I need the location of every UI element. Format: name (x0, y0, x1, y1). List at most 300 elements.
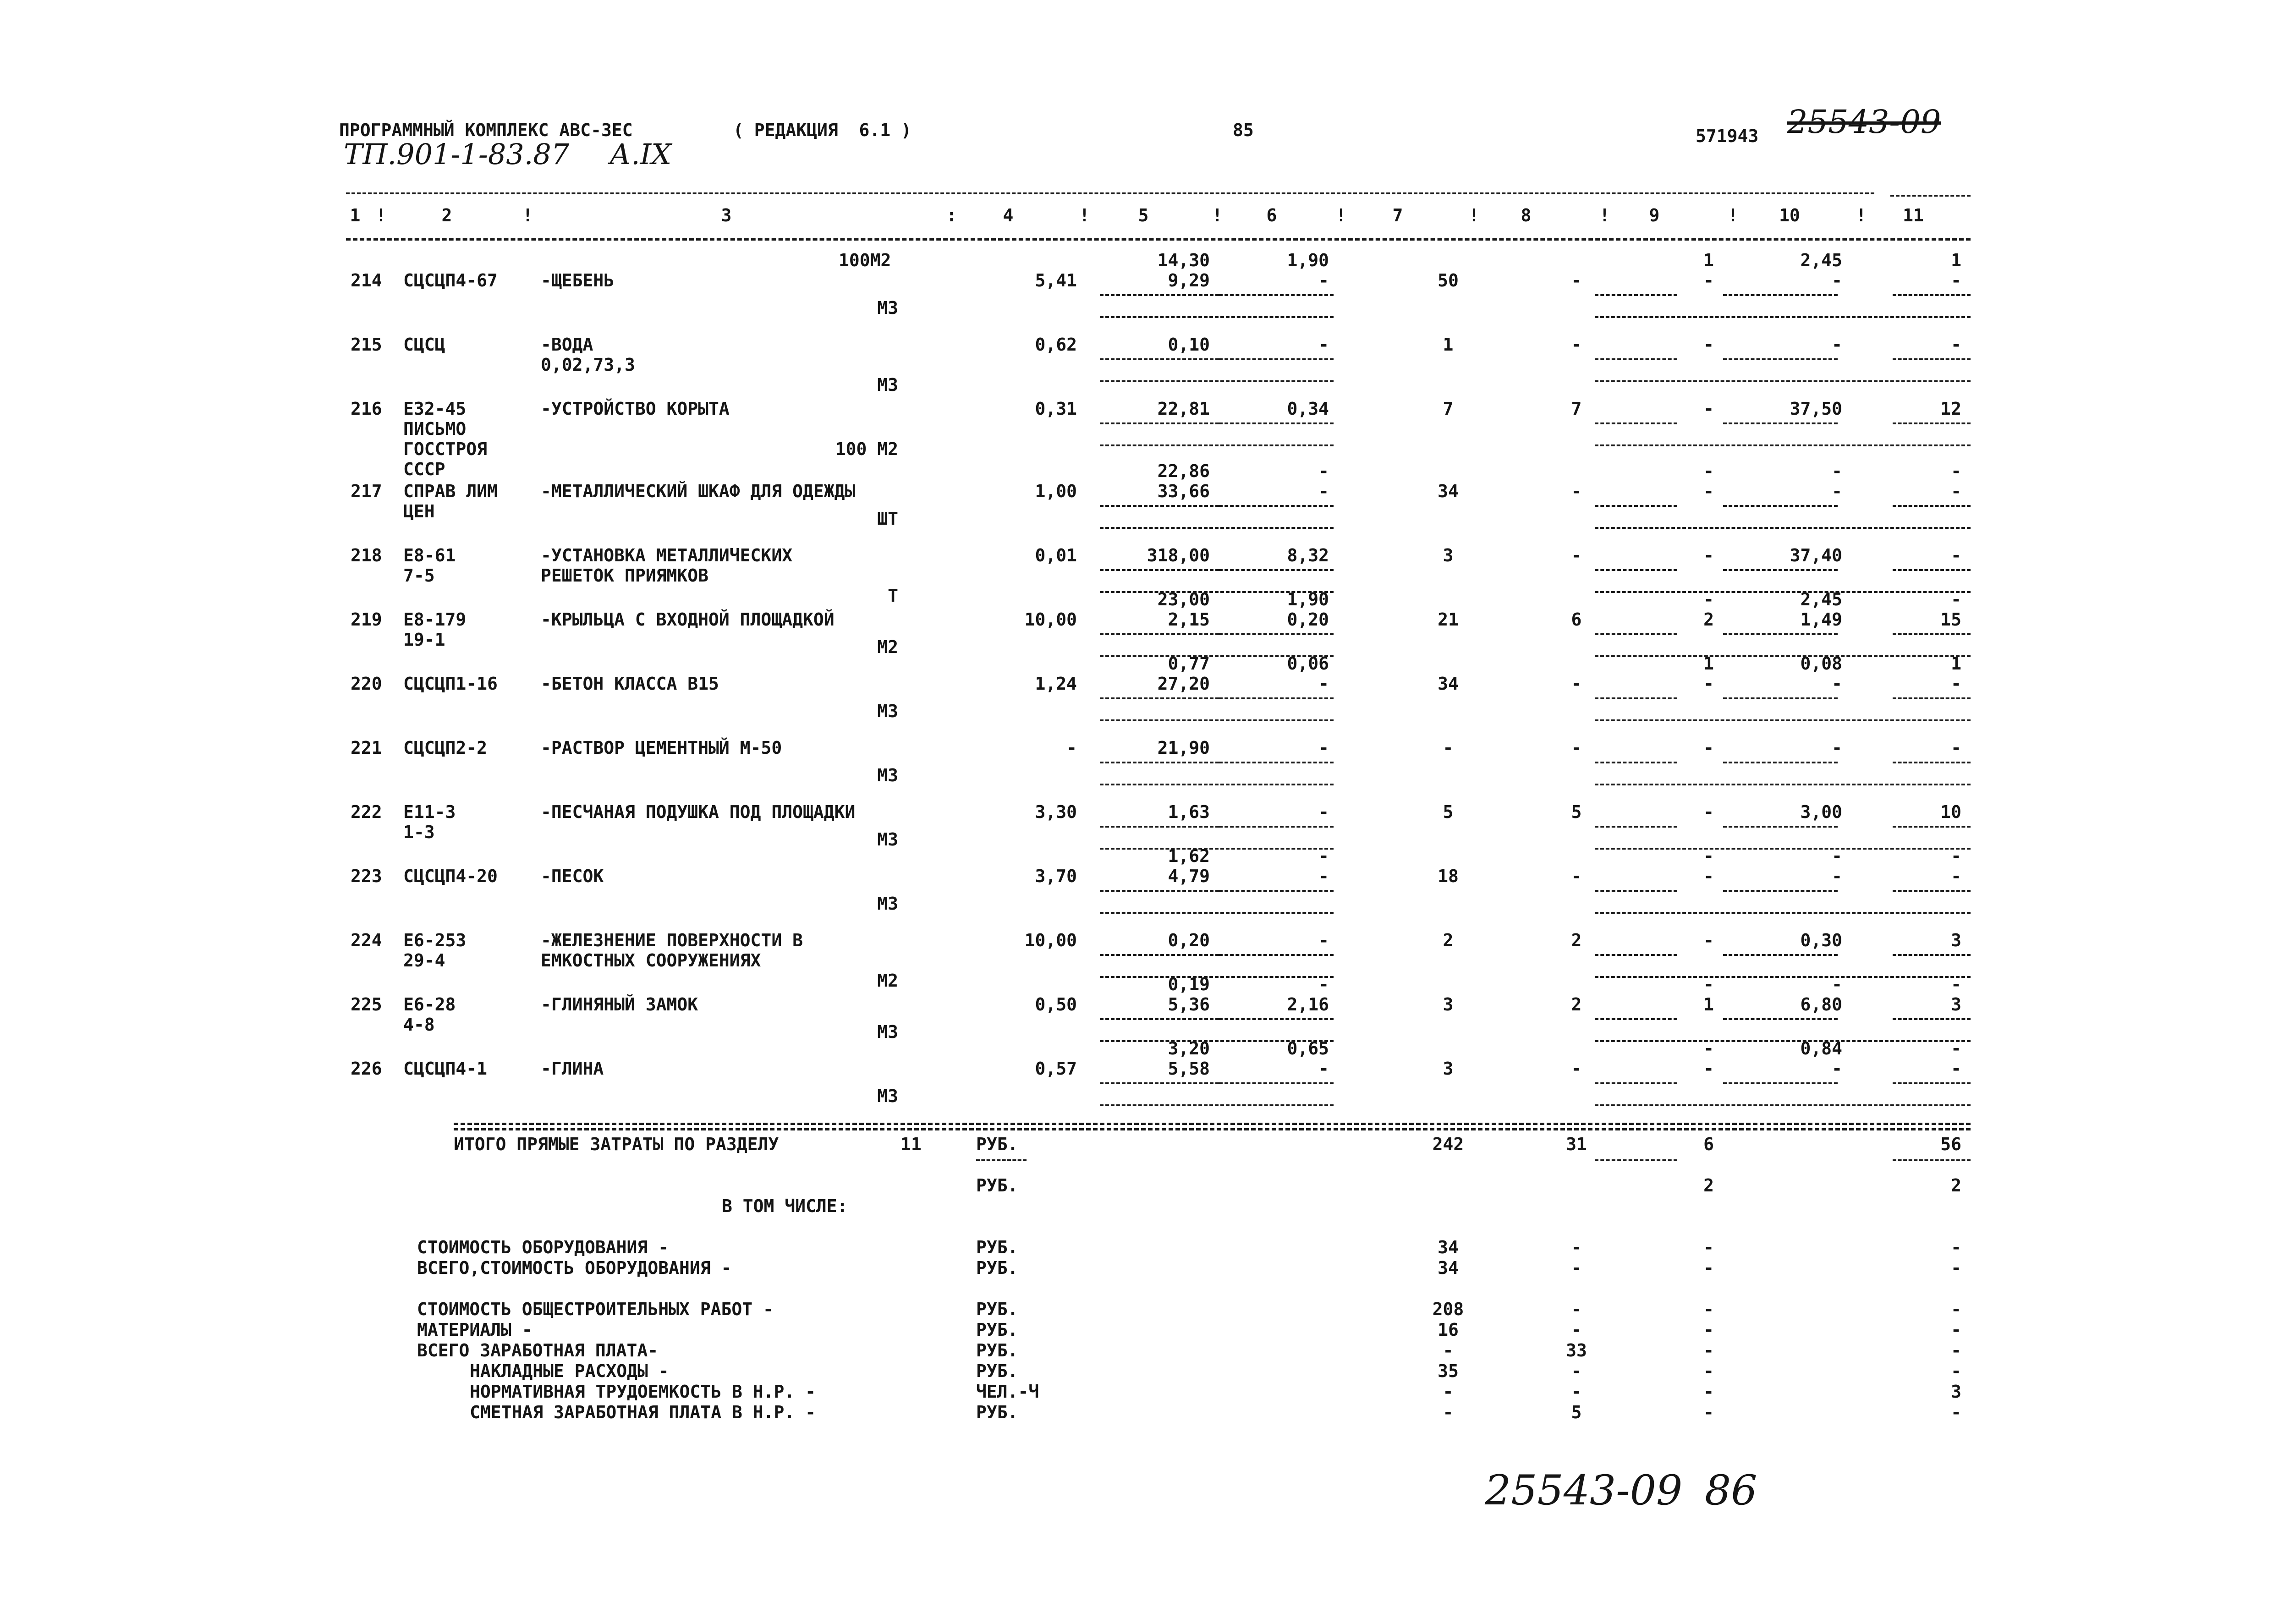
cost-11: - (1951, 270, 1961, 291)
resource-code: ПИСЬМО (403, 419, 467, 439)
cost-5-pre: 1,62 (1168, 846, 1210, 866)
unit: Т (888, 586, 898, 606)
summary-7: - (1443, 1402, 1454, 1422)
column-header-11: 11 (1903, 205, 1924, 225)
cost-6: - (1318, 1059, 1329, 1079)
cost-7: 34 (1438, 481, 1459, 501)
cost-9-pre: 1 (1703, 250, 1714, 270)
row-number: 222 (351, 802, 382, 822)
quantity: 3,30 (1035, 802, 1077, 822)
cost-6-pre: 1,90 (1287, 589, 1329, 609)
summary-9: - (1703, 1299, 1714, 1319)
cost-10: - (1832, 270, 1842, 291)
cost-6: 0,20 (1287, 609, 1329, 630)
value-rule (1100, 633, 1219, 635)
cost-8: - (1571, 481, 1582, 501)
cost-11: 10 (1940, 802, 1961, 822)
summary-9: - (1703, 1258, 1714, 1278)
cost-9: - (1703, 738, 1714, 758)
unit: М3 (877, 375, 898, 395)
row-rule (1100, 912, 1334, 914)
cost-9: - (1703, 335, 1714, 355)
value-rule (1723, 954, 1838, 956)
cost-11: - (1951, 674, 1961, 694)
cost-8: - (1571, 866, 1582, 886)
cost-9: - (1703, 270, 1714, 291)
value-rule (1219, 422, 1334, 424)
row-rule (1100, 784, 1334, 785)
value-rule (1723, 697, 1838, 699)
cost-7: 7 (1443, 399, 1454, 419)
summary-8: 5 (1571, 1402, 1582, 1422)
cost-8: 5 (1571, 802, 1582, 822)
cost-9-pre: - (1703, 1038, 1714, 1059)
total-9-b: 2 (1703, 1175, 1714, 1196)
cost-10-pre: - (1832, 974, 1842, 994)
cost-9-pre: - (1703, 589, 1714, 609)
unit-top: 100М2 (839, 250, 891, 270)
handwritten-footer-code: 25543-09 (1485, 1466, 1683, 1514)
summary-label: НАКЛАДНЫЕ РАСХОДЫ - (470, 1361, 669, 1381)
cost-8: - (1571, 270, 1582, 291)
cost-5: 21,90 (1157, 738, 1210, 758)
cost-11-pre: - (1951, 461, 1961, 481)
summary-7: 16 (1438, 1320, 1459, 1340)
cost-10: 0,30 (1800, 930, 1842, 950)
summary-8: - (1571, 1382, 1582, 1402)
value-rule (1893, 294, 1971, 296)
value-rule (1893, 1082, 1971, 1084)
summary-unit: РУБ. (976, 1402, 1018, 1422)
value-rule (1723, 358, 1838, 360)
resource-code: СЦСЦП2-2 (403, 738, 488, 758)
cost-10: - (1832, 481, 1842, 501)
cost-11-pre: - (1951, 974, 1961, 994)
resource-name: -УСТАНОВКА МЕТАЛЛИЧЕСКИХ (541, 545, 793, 565)
value-rule (1595, 697, 1677, 699)
value-rule (1893, 954, 1971, 956)
value-rule (1723, 422, 1838, 424)
row-number: 221 (351, 738, 382, 758)
row-rule (1100, 719, 1334, 721)
row-number: 218 (351, 545, 382, 565)
cost-6-pre: - (1318, 461, 1329, 481)
row-number: 225 (351, 994, 382, 1015)
column-separator: ! (376, 205, 386, 225)
total-8: 31 (1566, 1134, 1587, 1154)
document-code: 571943 (1696, 126, 1759, 146)
cost-7: 21 (1438, 609, 1459, 630)
row-rule (1100, 527, 1334, 529)
cost-5: 33,66 (1157, 481, 1210, 501)
cost-7: 34 (1438, 674, 1459, 694)
cost-5: 22,81 (1157, 399, 1210, 419)
value-rule (1595, 890, 1677, 892)
summary-9: - (1703, 1237, 1714, 1257)
column-separator: ! (1599, 205, 1610, 225)
column-header-4: 4 (1003, 205, 1014, 225)
cost-7: 18 (1438, 866, 1459, 886)
resource-name: -ПЕСЧАНАЯ ПОДУШКА ПОД ПЛОЩАДКИ (541, 802, 856, 822)
summary-7: 208 (1432, 1299, 1464, 1319)
summary-7: - (1443, 1382, 1454, 1402)
column-header-9: 9 (1649, 205, 1660, 225)
cost-10: - (1832, 866, 1842, 886)
total-label: ИТОГО ПРЯМЫЕ ЗАТРАТЫ ПО РАЗДЕЛУ (454, 1134, 779, 1154)
row-number: 214 (351, 270, 382, 291)
cost-5-pre: 0,19 (1168, 974, 1210, 994)
column-separator: ! (1336, 205, 1346, 225)
in-that-label: В ТОМ ЧИСЛЕ: (722, 1196, 848, 1216)
value-rule (1723, 569, 1838, 571)
summary-8: - (1571, 1299, 1582, 1319)
cost-11: - (1951, 738, 1961, 758)
row-number: 217 (351, 481, 382, 501)
summary-unit: РУБ. (976, 1320, 1018, 1340)
cost-11: 12 (1940, 399, 1961, 419)
value-rule (1100, 294, 1219, 296)
column-header-7: 7 (1392, 205, 1403, 225)
cost-9-pre: - (1703, 461, 1714, 481)
header-rule-top-11 (1890, 195, 1971, 197)
cost-6: - (1318, 335, 1329, 355)
value-rule (1100, 826, 1219, 828)
value-rule (1893, 505, 1971, 507)
value-rule (1595, 1018, 1677, 1020)
value-rule (1723, 826, 1838, 828)
row-number: 223 (351, 866, 382, 886)
cost-10: - (1832, 738, 1842, 758)
resource-name: РЕШЕТОК ПРИЯМКОВ (541, 565, 709, 586)
cost-6: 2,16 (1287, 994, 1329, 1015)
summary-unit: РУБ. (976, 1299, 1018, 1319)
value-rule (1723, 294, 1838, 296)
resource-code: СЦСЦП1-16 (403, 674, 498, 694)
total-11-b: 2 (1951, 1175, 1961, 1196)
summary-8: - (1571, 1361, 1582, 1381)
resource-code: 4-8 (403, 1015, 435, 1035)
cost-10-pre: 0,08 (1800, 653, 1842, 674)
value-rule (1595, 358, 1677, 360)
cost-11-pre: - (1951, 846, 1961, 866)
cost-11: - (1951, 545, 1961, 565)
quantity: 1,24 (1035, 674, 1077, 694)
resource-name: -КРЫЛЬЦА С ВХОДНОЙ ПЛОЩАДКОЙ (541, 609, 835, 630)
cost-10: - (1832, 1059, 1842, 1079)
cost-9-pre: 1 (1703, 653, 1714, 674)
cost-7: - (1443, 738, 1454, 758)
row-number: 219 (351, 609, 382, 630)
unit: М3 (877, 1086, 898, 1106)
summary-8: - (1571, 1320, 1582, 1340)
resource-name: -ЩЕБЕНЬ (541, 270, 615, 291)
cost-11: - (1951, 1059, 1961, 1079)
cost-9: - (1703, 1059, 1714, 1079)
value-rule (1595, 826, 1677, 828)
cost-6-pre: 0,65 (1287, 1038, 1329, 1059)
cost-10-pre: 2,45 (1800, 250, 1842, 270)
cost-11: - (1951, 866, 1961, 886)
value-rule (1219, 762, 1334, 763)
quantity: 0,57 (1035, 1059, 1077, 1079)
summary-11: - (1951, 1402, 1961, 1422)
resource-name: ЕМКОСТНЫХ СООРУЖЕНИЯХ (541, 950, 761, 971)
value-rule (1723, 633, 1838, 635)
value-rule (1219, 358, 1334, 360)
cost-10-pre: - (1832, 846, 1842, 866)
cost-5: 5,36 (1168, 994, 1210, 1015)
total-unit: РУБ. (976, 1134, 1018, 1154)
row-rule (1100, 380, 1334, 382)
handwritten-album: А.IX (609, 137, 672, 171)
cost-6: - (1318, 674, 1329, 694)
cost-10-pre: - (1832, 461, 1842, 481)
row-number: 216 (351, 399, 382, 419)
row-number: 220 (351, 674, 382, 694)
summary-11: - (1951, 1320, 1961, 1340)
header-rule-top (346, 192, 1874, 194)
summary-unit: РУБ. (976, 1361, 1018, 1381)
summary-9: - (1703, 1382, 1714, 1402)
summary-11: - (1951, 1361, 1961, 1381)
value-rule (1723, 762, 1838, 763)
value-rule (1100, 505, 1219, 507)
resource-code: 29-4 (403, 950, 445, 971)
cost-7: 3 (1443, 994, 1454, 1015)
cost-5: 4,79 (1168, 866, 1210, 886)
summary-label: ВСЕГО,СТОИМОСТЬ ОБОРУДОВАНИЯ - (417, 1258, 732, 1278)
total-unit-2: РУБ. (976, 1175, 1018, 1196)
cost-8: 2 (1571, 930, 1582, 950)
value-rule (1595, 954, 1677, 956)
resource-code: Е6-28 (403, 994, 456, 1015)
cost-8: - (1571, 335, 1582, 355)
quantity: 0,01 (1035, 545, 1077, 565)
quantity: 3,70 (1035, 866, 1077, 886)
cost-7: 50 (1438, 270, 1459, 291)
value-rule (1893, 762, 1971, 763)
value-rule (1723, 1018, 1838, 1020)
value-rule (1893, 358, 1971, 360)
quantity: 0,50 (1035, 994, 1077, 1015)
cost-11-pre: 1 (1951, 250, 1961, 270)
total-section: 11 (900, 1134, 922, 1154)
cost-9: - (1703, 930, 1714, 950)
resource-code: Е32-45 (403, 399, 467, 419)
column-separator: ! (1469, 205, 1479, 225)
cost-5: 27,20 (1157, 674, 1210, 694)
quantity: 0,31 (1035, 399, 1077, 419)
resource-code: СПРАВ ЛИМ (403, 481, 498, 501)
summary-label: СТОИМОСТЬ ОБОРУДОВАНИЯ - (417, 1237, 669, 1257)
resource-code: Е6-253 (403, 930, 467, 950)
resource-name: -ВОДА (541, 335, 593, 355)
handwritten-doc-number: ТП.901-1-83.87 (344, 137, 570, 171)
cost-7: 3 (1443, 1059, 1454, 1079)
summary-11: - (1951, 1237, 1961, 1257)
cost-6: - (1318, 802, 1329, 822)
cost-8: 2 (1571, 994, 1582, 1015)
column-header-3: 3 (721, 205, 732, 225)
value-rule (1219, 890, 1334, 892)
resource-name: -ПЕСОК (541, 866, 604, 886)
cost-11: - (1951, 335, 1961, 355)
value-rule (1219, 954, 1334, 956)
page-number: 85 (1233, 120, 1254, 140)
row-rule (1595, 912, 1971, 914)
value-rule (1893, 1018, 1971, 1020)
total-11: 56 (1940, 1134, 1961, 1154)
row-number: 224 (351, 930, 382, 950)
value-rule (1219, 633, 1334, 635)
summary-9: - (1703, 1361, 1714, 1381)
cost-9: - (1703, 481, 1714, 501)
summary-11: 3 (1951, 1382, 1961, 1402)
column-separator: ! (1728, 205, 1738, 225)
cost-11: 15 (1940, 609, 1961, 630)
cost-6-pre: 1,90 (1287, 250, 1329, 270)
header-rule-bottom (346, 238, 1971, 241)
summary-label: СТОИМОСТЬ ОБЩЕСТРОИТЕЛЬНЫХ РАБОТ - (417, 1299, 774, 1319)
value-rule (1100, 1018, 1219, 1020)
resource-code: Е8-61 (403, 545, 456, 565)
cost-7: 5 (1443, 802, 1454, 822)
cost-7: 1 (1443, 335, 1454, 355)
value-rule (1100, 762, 1219, 763)
value-rule (1893, 826, 1971, 828)
summary-unit: РУБ. (976, 1237, 1018, 1257)
quantity: - (1066, 738, 1077, 758)
cost-10: 6,80 (1800, 994, 1842, 1015)
cost-6: - (1318, 481, 1329, 501)
unit: М3 (877, 701, 898, 721)
value-rule (1723, 1082, 1838, 1084)
total-rule (1595, 1159, 1677, 1161)
cost-5: 9,29 (1168, 270, 1210, 291)
cost-5: 2,15 (1168, 609, 1210, 630)
resource-code: СССР (403, 459, 445, 479)
row-rule (1595, 719, 1971, 721)
unit: ШТ (877, 509, 898, 529)
row-rule (1100, 1104, 1334, 1106)
cost-8: - (1571, 545, 1582, 565)
unit: М2 (877, 637, 898, 657)
value-rule (1893, 890, 1971, 892)
resource-code: СЦСЦП4-67 (403, 270, 498, 291)
resource-code: ЦЕН (403, 501, 435, 521)
summary-7: 34 (1438, 1237, 1459, 1257)
resource-name: -ГЛИНЯНЫЙ ЗАМОК (541, 994, 698, 1015)
resource-code: СЦСЦ (403, 335, 445, 355)
cost-8: 6 (1571, 609, 1582, 630)
row-number: 226 (351, 1059, 382, 1079)
summary-9: - (1703, 1402, 1714, 1422)
resource-name: -МЕТАЛЛИЧЕСКИЙ ШКАФ ДЛЯ ОДЕЖДЫ (541, 481, 856, 501)
resource-code: СЦСЦП4-1 (403, 1059, 488, 1079)
handwritten-code: 25543-09 (1787, 103, 1941, 141)
row-number: 215 (351, 335, 382, 355)
cost-11-pre: - (1951, 589, 1961, 609)
cost-6: 0,34 (1287, 399, 1329, 419)
column-separator: ! (1212, 205, 1223, 225)
value-rule (1219, 569, 1334, 571)
quantity: 5,41 (1035, 270, 1077, 291)
value-rule (1893, 569, 1971, 571)
resource-code: ГОССТРОЯ (403, 439, 488, 459)
column-separator: : (946, 205, 957, 225)
summary-11: - (1951, 1258, 1961, 1278)
value-rule (1723, 890, 1838, 892)
column-header-5: 5 (1138, 205, 1149, 225)
cost-6: 8,32 (1287, 545, 1329, 565)
summary-8: 33 (1566, 1340, 1587, 1361)
summary-9: - (1703, 1320, 1714, 1340)
total-9: 6 (1703, 1134, 1714, 1154)
cost-11: - (1951, 481, 1961, 501)
resource-name: -ГЛИНА (541, 1059, 604, 1079)
value-rule (1219, 1018, 1334, 1020)
value-rule (1100, 569, 1219, 571)
resource-name: -БЕТОН КЛАССА В15 (541, 674, 719, 694)
unit: М2 (877, 971, 898, 991)
row-rule (1595, 784, 1971, 785)
cost-5-pre: 22,86 (1157, 461, 1210, 481)
value-rule (1219, 697, 1334, 699)
unit: 100 М2 (835, 439, 898, 459)
cost-10: 37,50 (1790, 399, 1842, 419)
cost-6: - (1318, 930, 1329, 950)
resource-code: СЦСЦП4-20 (403, 866, 498, 886)
column-separator: ! (1856, 205, 1867, 225)
quantity: 0,62 (1035, 335, 1077, 355)
column-header-6: 6 (1266, 205, 1277, 225)
cost-10: - (1832, 674, 1842, 694)
cost-9: - (1703, 802, 1714, 822)
cost-11: 3 (1951, 994, 1961, 1015)
cost-5: 0,10 (1168, 335, 1210, 355)
column-header-10: 10 (1779, 205, 1800, 225)
value-rule (1595, 633, 1677, 635)
row-rule (1595, 444, 1971, 446)
value-rule (1595, 294, 1677, 296)
cost-11-pre: 1 (1951, 653, 1961, 674)
resource-name: -ЖЕЛЕЗНЕНИЕ ПОВЕРХНОСТИ В (541, 930, 803, 950)
value-rule (1219, 1082, 1334, 1084)
summary-7: 35 (1438, 1361, 1459, 1381)
total-unit-rule (976, 1159, 1027, 1161)
value-rule (1100, 697, 1219, 699)
summary-8: - (1571, 1237, 1582, 1257)
value-rule (1100, 1082, 1219, 1084)
value-rule (1100, 954, 1219, 956)
cost-10-pre: 2,45 (1800, 589, 1842, 609)
summary-label: ВСЕГО ЗАРАБОТНАЯ ПЛАТА- (417, 1340, 659, 1361)
row-rule (1100, 316, 1334, 318)
cost-6: - (1318, 866, 1329, 886)
cost-6: - (1318, 738, 1329, 758)
cost-9: 1 (1703, 994, 1714, 1015)
cost-11: 3 (1951, 930, 1961, 950)
summary-9: - (1703, 1340, 1714, 1361)
cost-8: 7 (1571, 399, 1582, 419)
cost-9: - (1703, 399, 1714, 419)
summary-11: - (1951, 1340, 1961, 1361)
summary-unit: РУБ. (976, 1340, 1018, 1361)
quantity: 10,00 (1024, 930, 1077, 950)
resource-code: 1-3 (403, 822, 435, 842)
cost-10: - (1832, 335, 1842, 355)
value-rule (1893, 697, 1971, 699)
